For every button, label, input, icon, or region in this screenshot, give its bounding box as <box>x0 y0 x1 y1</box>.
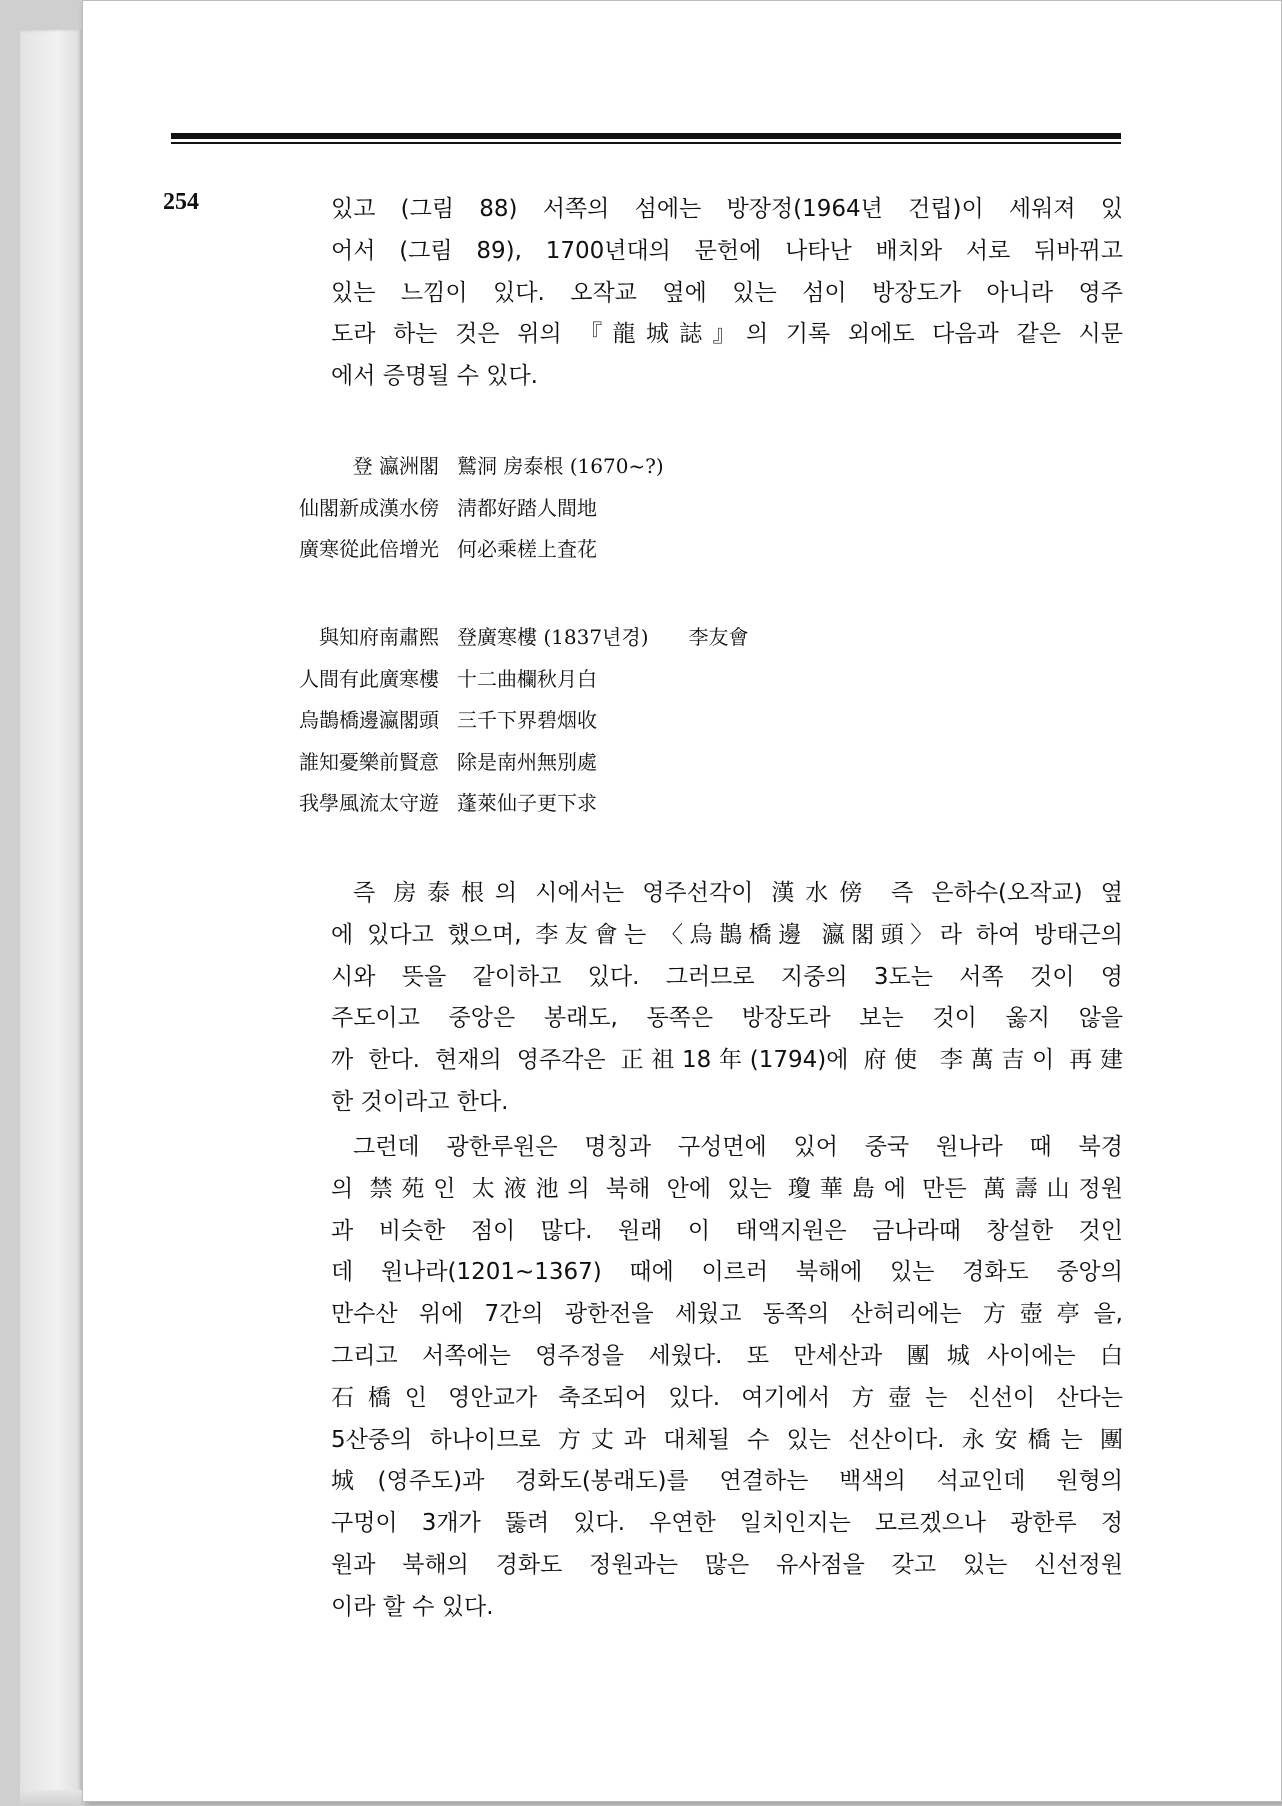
poem-row <box>251 444 664 486</box>
poem-2 <box>251 615 749 823</box>
text-line: 있고 (그림 88) 서쪽의 섬에는 방장정(1964년 건립)이 세워져 있 <box>331 196 1123 222</box>
poem-row <box>251 740 749 782</box>
poem-row <box>251 486 664 528</box>
poem-verse: 我學風流太守遊 <box>299 791 439 816</box>
text-line: 주도이고 중앙은 봉래도, 동쪽은 방장도라 보는 것이 옳지 않을 <box>331 1005 1123 1032</box>
text-line: 즉 房泰根의 시에서는 영주선각이 漢水傍 즉 은하수(오작교) 옆 <box>353 880 1123 906</box>
text-line: 시와 뜻을 같이하고 있다. 그러므로 지중의 3도는 서쪽 것이 영 <box>331 963 1123 990</box>
text-line: 한 것이라고 한다. <box>331 1088 509 1115</box>
poem-verse: 誰知憂樂前賢意 <box>299 749 439 774</box>
poem-verse: 三千下界碧烟收 <box>457 708 597 733</box>
poem-title: 登 瀛洲閣 <box>352 454 439 479</box>
book-page-edge <box>20 29 82 1802</box>
text-line: 과 비슷한 점이 많다. 원래 이 태액지원은 금나라때 창설한 것인 <box>331 1217 1123 1244</box>
poem-verse: 蓬萊仙子更下求 <box>457 791 597 816</box>
header-rule-thin <box>171 142 1121 144</box>
text-line: 에서 증명될 수 있다. <box>331 363 538 390</box>
text-line: 만수산 위에 7간의 광한전을 세웠고 동쪽의 산허리에는 方壺亭을, <box>331 1301 1123 1328</box>
poem-title: 與知府南肅熙 <box>319 625 439 650</box>
paragraph-1 <box>331 189 1123 398</box>
poem-verse: 何必乘槎上査花 <box>457 537 597 562</box>
text-line: 까 한다. 현재의 영주각은 正祖18年(1794)에 府使 李萬吉이 再建 <box>331 1047 1123 1074</box>
text-line: 구멍이 3개가 뚫려 있다. 우연한 일치인지는 모르겠으나 광한루 정 <box>331 1510 1123 1537</box>
text-line: 이라 할 수 있다. <box>331 1593 494 1620</box>
poem-verse: 淸都好踏人間地 <box>457 495 597 520</box>
poem-row <box>251 781 749 823</box>
paragraph-3 <box>331 1127 1123 1629</box>
page-number: 254 <box>163 189 199 215</box>
text-line: 石橋인 영안교가 축조되어 있다. 여기에서 方壺는 신선이 산다는 <box>331 1384 1123 1411</box>
poem-author: 鷲洞 房泰根 (1670~?) <box>457 454 664 479</box>
text-line: 의 禁苑인 太液池의 북해 안에 있는 瓊華島에 만든 萬壽山정원 <box>331 1175 1123 1202</box>
poem-row <box>251 615 749 657</box>
poem-verse: 除是南州無別處 <box>457 749 597 774</box>
text-line: 어서 (그림 89), 1700년대의 문헌에 나타난 배치와 서로 뒤바뀌고 <box>331 237 1123 264</box>
poem-verse: 十二曲欄秋月白 <box>457 666 597 691</box>
poem-author: 登廣寒樓 (1837년경) 李友會 <box>457 625 749 650</box>
poem-1 <box>251 444 664 569</box>
poem-verse: 人間有此廣寒樓 <box>299 666 439 691</box>
page-sheet <box>82 0 1282 1802</box>
text-line: 5산중의 하나이므로 方丈과 대체될 수 있는 선산이다. 永安橋는 團 <box>331 1426 1123 1453</box>
text-line: 에 있다고 했으며, 李友會는 〈烏鵲橋邊 瀛閣頭〉라 하여 방태근의 <box>331 921 1123 948</box>
poem-verse: 仙閣新成漢水傍 <box>299 495 439 520</box>
header-rule-thick <box>171 133 1121 139</box>
text-line: 그런데 광한루원은 명칭과 구성면에 있어 중국 원나라 때 북경 <box>353 1134 1123 1160</box>
paragraph-2 <box>331 873 1123 1124</box>
text-line: 원과 북해의 경화도 정원과는 많은 유사점을 갖고 있는 신선정원 <box>331 1551 1123 1578</box>
poem-verse: 廣寒從此倍增光 <box>299 537 439 562</box>
text-line: 도라 하는 것은 위의 『龍城誌』의 기록 외에도 다음과 같은 시문 <box>331 321 1123 348</box>
text-line: 그리고 서쪽에는 영주정을 세웠다. 또 만세산과 團城사이에는 白 <box>331 1342 1123 1369</box>
text-line: 데 원나라(1201~1367) 때에 이르러 북해에 있는 경화도 중앙의 <box>331 1259 1123 1286</box>
text-line: 있는 느낌이 있다. 오작교 옆에 있는 섬이 방장도가 아니라 영주 <box>331 279 1123 306</box>
text-line: 城(영주도)과 경화도(봉래도)를 연결하는 백색의 석교인데 원형의 <box>331 1468 1123 1495</box>
poem-row <box>251 698 749 740</box>
poem-row <box>251 527 664 569</box>
poem-row <box>251 657 749 699</box>
poem-verse: 烏鵲橋邊瀛閣頭 <box>299 708 439 733</box>
